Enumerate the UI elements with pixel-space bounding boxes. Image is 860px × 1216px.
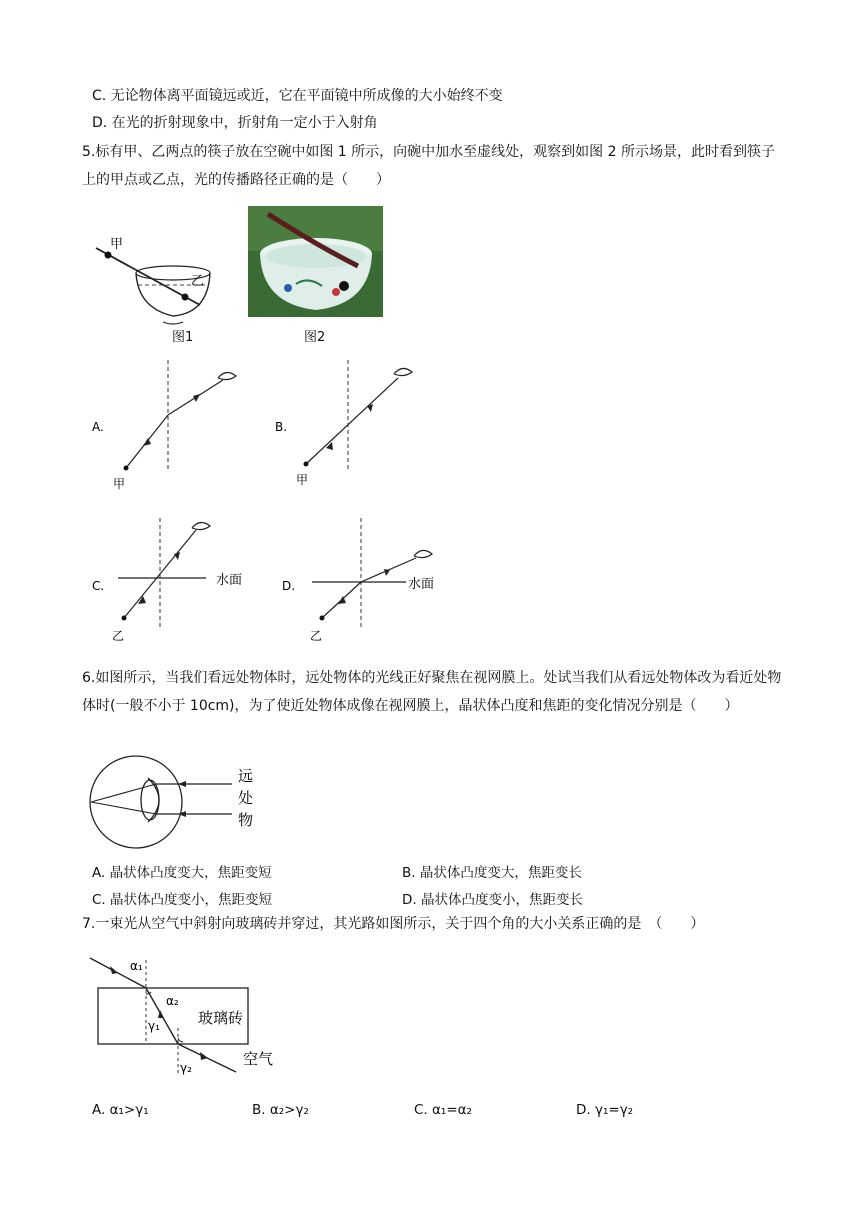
q6-option-a: A. 晶状体凸度变大，焦距变短	[92, 865, 272, 881]
q5-option-a-point-jia: 甲	[113, 477, 126, 491]
q7-glass-label: 玻璃砖	[198, 1009, 244, 1027]
q5-fig2-caption: 图2	[304, 330, 326, 345]
q7-gamma1: γ₁	[148, 1019, 160, 1033]
q5-option-b-label: B.	[275, 420, 288, 434]
q5-option-c-point-yi: 乙	[112, 629, 125, 643]
q7-alpha1: α₁	[130, 959, 143, 973]
q5-option-diagrams	[88, 360, 458, 650]
q5-option-b-point-jia: 甲	[296, 473, 309, 487]
q6-stem: 6.如图所示，当我们看远处物体时，远处物体的光线正好聚焦在视网膜上。处试当我们从看远处物体改为看近处物体时(一般不小于 10cm)，为了使近处物体成像在视网膜上，晶状体凸度和焦距的变化情况分别是（ ）	[82, 670, 782, 714]
q7-option-a: A. α₁>γ₁	[92, 1102, 149, 1118]
q5-option-c-label: C.	[92, 579, 105, 593]
q5-option-c-water-surface: 水面	[216, 573, 243, 588]
q5-fig1-point-yi: 乙	[191, 274, 205, 289]
q5-figure-1	[88, 228, 228, 338]
q7-air-label: 空气	[243, 1050, 274, 1068]
q7-glass-figure	[88, 948, 288, 1078]
q7-alpha2: α₂	[166, 994, 179, 1008]
q5-fig1-caption: 图1	[172, 330, 194, 345]
q7-stem: 7.一束光从空气中斜射向玻璃砖并穿过，其光路如图所示，关于四个角的大小关系正确的是 （ ）	[82, 916, 705, 932]
q7-option-c: C. α₁=α₂	[414, 1102, 472, 1118]
q6-option-c: C. 晶状体凸度变小，焦距变短	[92, 892, 273, 908]
q6-eye-figure	[88, 752, 268, 852]
q5-option-d-label: D.	[282, 579, 296, 593]
q6-label-char-1: 远	[238, 767, 254, 785]
q4-option-d: D. 在光的折射现象中，折射角一定小于入射角	[92, 115, 378, 131]
q6-label-char-2: 处	[238, 789, 254, 807]
q7-gamma2: γ₂	[180, 1061, 192, 1075]
q6-option-d: D. 晶状体凸度变小，焦距变长	[402, 892, 583, 908]
q5-option-d-water-surface: 水面	[408, 577, 435, 592]
q5-option-d-point-yi: 乙	[310, 629, 323, 643]
q6-option-b: B. 晶状体凸度变大，焦距变长	[402, 865, 582, 881]
q4-option-c: C. 无论物体离平面镜远或近，它在平面镜中所成像的大小始终不变	[92, 88, 503, 104]
q7-option-d: D. γ₁=γ₂	[576, 1102, 634, 1118]
q5-stem: 5.标有甲、乙两点的筷子放在空碗中如图 1 所示，向碗中加水至虚线处，观察到如图 2 所示场景，此时看到筷子上的甲点或乙点，光的传播路径正确的是（ ）	[82, 144, 775, 188]
q5-option-a-label: A.	[92, 420, 104, 434]
q6-label-char-3: 物	[238, 811, 254, 829]
q5-fig1-point-jia: 甲	[110, 237, 124, 252]
q5-figure-2-photo	[248, 206, 383, 317]
q7-option-b: B. α₂>γ₂	[252, 1102, 309, 1118]
